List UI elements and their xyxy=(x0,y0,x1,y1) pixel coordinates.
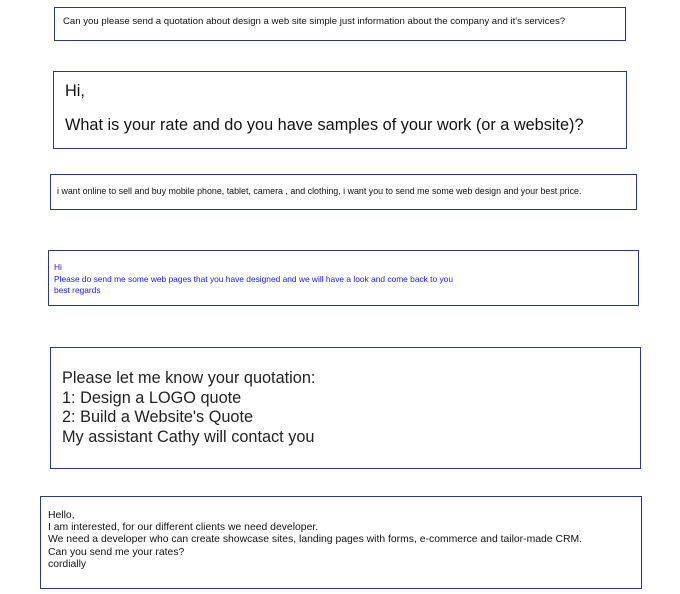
message-cutoff-line xyxy=(54,297,638,307)
message-cutoff-line xyxy=(48,571,641,583)
message-text: What is your rate and do you have samples of your work (or a website)? xyxy=(65,116,584,134)
message-text: Please let me know your quotation: xyxy=(62,369,316,387)
message-snippet-3 xyxy=(50,174,637,210)
message-cutoff-line xyxy=(62,447,640,467)
message-snippet-5 xyxy=(50,347,641,469)
message-text: 2: Build a Website's Quote xyxy=(62,408,254,426)
message-snippet-4 xyxy=(48,250,639,306)
message-text: i want online to sell and buy mobile phone, tablet, camera , and clothing, i want you to send me some web design and your best price. xyxy=(57,186,582,196)
message-snippet-1 xyxy=(54,7,626,41)
message-text: Please do send me some web pages that you have designed and we will have a look and come back to you xyxy=(54,273,453,284)
message-signoff: cordially xyxy=(48,558,87,570)
message-text: Can you please send a quotation about design a web site simple just information about the company and it's services? xyxy=(63,16,566,27)
message-greeting: Hello, xyxy=(48,510,75,521)
message-text: My assistant Cathy will contact you xyxy=(62,427,315,446)
message-text: Can you send me your rates? xyxy=(48,546,185,558)
message-greeting: Hi xyxy=(54,262,62,272)
message-text: I am interested, for our different clients we need developer. xyxy=(48,522,319,534)
message-greeting: Hi, xyxy=(65,82,85,100)
message-text: We need a developer who can create showcase sites, landing pages with forms, e-commerce and tailor-made CRM. xyxy=(48,534,583,546)
message-signoff: best regards xyxy=(54,285,101,295)
message-snippet-6 xyxy=(40,496,642,589)
message-text: 1: Design a LOGO quote xyxy=(62,388,242,407)
message-snippet-2 xyxy=(53,71,627,149)
